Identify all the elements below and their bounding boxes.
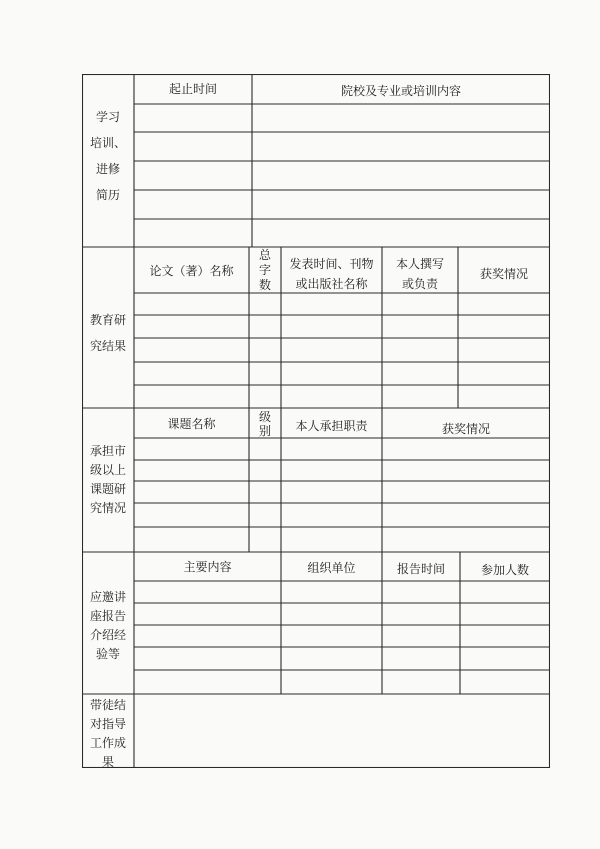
label-line: 教育研 xyxy=(89,313,126,327)
col-header-topic: 课题名称 xyxy=(167,417,216,431)
label-line: 级以上 xyxy=(89,463,126,477)
label-line: 介绍经 xyxy=(89,628,126,642)
col-header-author-role xyxy=(382,254,458,294)
projects-section-label xyxy=(82,442,134,518)
label-line: 应邀讲 xyxy=(89,590,126,604)
col-header-main-content: 主要内容 xyxy=(183,560,232,574)
label-line: 果 xyxy=(101,755,114,769)
mentoring-section-label xyxy=(82,696,134,772)
label-line: 简历 xyxy=(95,188,120,202)
label-line: 培训、 xyxy=(89,136,126,150)
label-line: 究情况 xyxy=(89,501,126,515)
label-line: 带徒结 xyxy=(89,698,126,712)
label-line: 学习 xyxy=(95,110,120,124)
label-line: 字 xyxy=(258,263,271,277)
col-header-duty: 本人承担职责 xyxy=(295,419,368,433)
col-header-award: 获奖情况 xyxy=(479,267,528,281)
col-header-paper-title: 论文（著）名称 xyxy=(149,264,234,278)
label-line: 对指导 xyxy=(89,717,126,731)
col-header-attendees: 参加人数 xyxy=(480,563,529,577)
col-header-school-content: 院校及专业或培训内容 xyxy=(340,84,461,98)
col-header-project-award: 获奖情况 xyxy=(441,422,490,436)
label-line: 别 xyxy=(258,424,271,438)
label-line: 课题研 xyxy=(89,482,126,496)
label-line: 或负责 xyxy=(401,277,438,291)
label-line: 承担市 xyxy=(89,444,126,458)
label-line: 总 xyxy=(258,248,271,262)
label-line: 进修 xyxy=(95,162,120,176)
study-section-label xyxy=(82,104,134,208)
col-header-period: 起止时间 xyxy=(168,82,217,96)
label-line: 发表时间、刊物 xyxy=(289,257,374,271)
resume-form-table xyxy=(82,74,550,768)
col-header-organizer: 组织单位 xyxy=(307,561,356,575)
col-header-publish-info xyxy=(281,254,382,294)
col-header-word-count xyxy=(249,248,281,293)
label-line: 验等 xyxy=(95,647,120,661)
label-line: 本人撰写 xyxy=(395,257,444,271)
lectures-section-label xyxy=(82,588,134,664)
col-header-report-time: 报告时间 xyxy=(396,562,445,576)
label-line: 工作成 xyxy=(89,736,126,750)
label-line: 级 xyxy=(258,410,271,424)
label-line: 究结果 xyxy=(89,339,126,353)
col-header-level xyxy=(249,410,281,438)
label-line: 或出版社名称 xyxy=(295,277,368,291)
label-line: 座报告 xyxy=(89,609,126,623)
research-section-label xyxy=(82,307,134,359)
label-line: 数 xyxy=(258,278,271,292)
